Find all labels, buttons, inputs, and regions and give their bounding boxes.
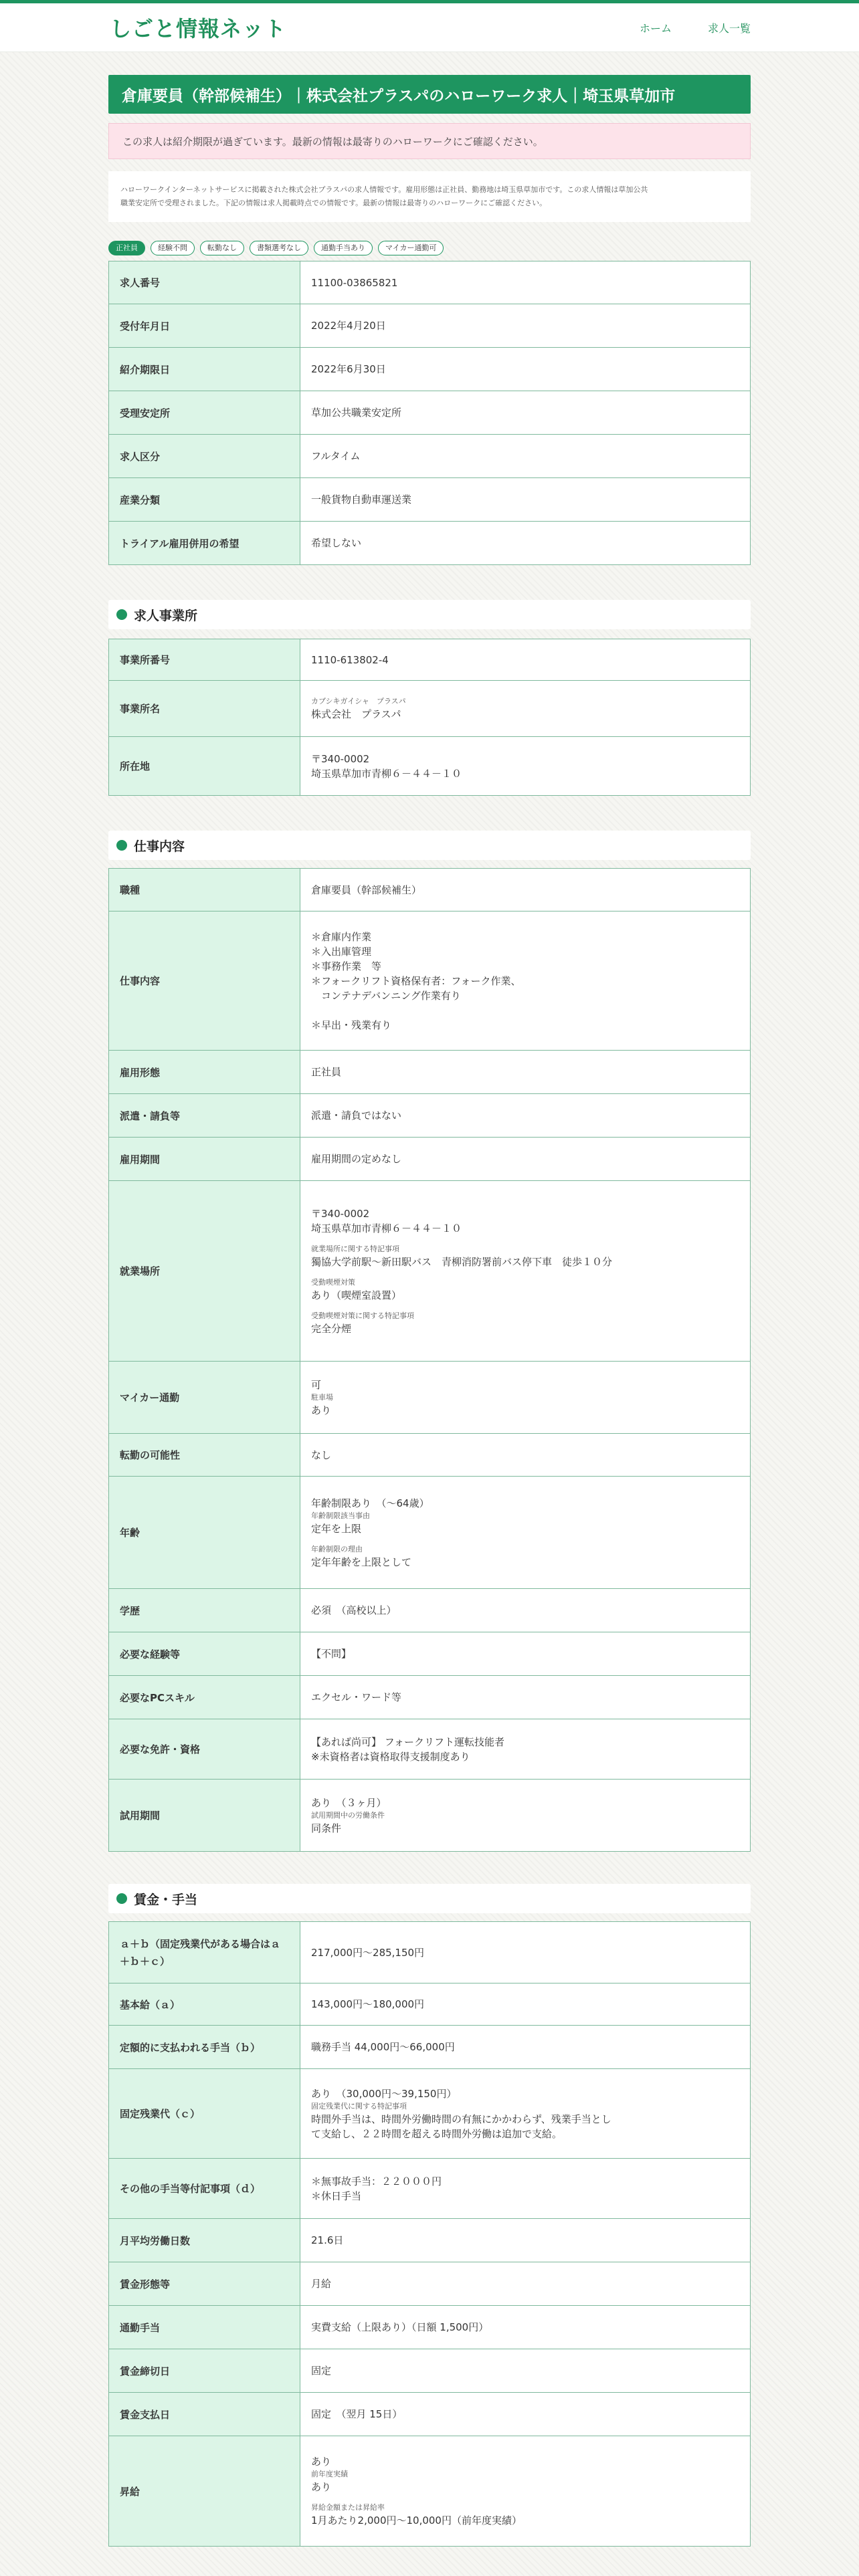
notice-line: 職業安定所で受理されました。下記の情報は求人掲載時点での情報です。最新の情報は最寄りのハローワークにご確認ください。 xyxy=(120,199,547,207)
row-label: 賃金締切日 xyxy=(109,2349,300,2393)
row-value: 143,000円～180,000円 xyxy=(300,1983,751,2026)
table-row xyxy=(109,2306,751,2349)
bullet-dot-icon xyxy=(116,1893,127,1904)
row-value: 正社員 xyxy=(300,1051,751,1094)
table-row xyxy=(109,1477,751,1589)
row-label: マイカー通勤 xyxy=(109,1362,300,1434)
row-label: 雇用期間 xyxy=(109,1138,300,1181)
wage-table xyxy=(108,1921,751,2547)
tag-no-document-screening: 書類選考なし xyxy=(250,241,308,255)
row-label: トライアル雇用併用の希望 xyxy=(109,522,300,565)
row-value: 21.6日 xyxy=(300,2219,751,2262)
office-name: 株式会社 プラスパ xyxy=(311,708,401,720)
row-value xyxy=(300,1181,751,1362)
table-row xyxy=(109,435,751,478)
row-value: 【不問】 xyxy=(300,1632,751,1676)
row-value: 2022年6月30日 xyxy=(300,348,751,391)
car-value: 可 xyxy=(311,1378,322,1391)
section-header-job xyxy=(108,831,751,860)
age-case: 定年を上限 xyxy=(311,1522,362,1535)
nav-job-list-link[interactable]: 求人一覧 xyxy=(707,21,751,35)
age-value: 年齢制限あり （～64歳） xyxy=(311,1497,430,1509)
smoke-note: 完全分煙 xyxy=(311,1322,352,1335)
row-value xyxy=(300,681,751,737)
place-note-label: 就業場所に関する特記事項 xyxy=(311,1244,399,1253)
row-label: 事業所番号 xyxy=(109,639,300,681)
row-value: ＊無事故手当：２２０００円 ＊休日手当 xyxy=(300,2159,751,2219)
place-address: 埼玉県草加市青柳６－４４－１０ xyxy=(311,1222,462,1235)
row-value: 月給 xyxy=(300,2262,751,2306)
bullet-dot-icon xyxy=(116,840,127,851)
table-row xyxy=(109,1780,751,1852)
office-postal: 〒340-0002 xyxy=(311,752,370,765)
row-value: 【あれば尚可】 フォークリフト運転技能者 ※未資格者は資格取得支援制度あり xyxy=(300,1719,751,1780)
table-row xyxy=(109,348,751,391)
table-row xyxy=(109,1983,751,2026)
row-label: 学歴 xyxy=(109,1589,300,1632)
site-logo[interactable]: しごと情報ネット xyxy=(110,16,287,41)
row-label: 事業所名 xyxy=(109,681,300,737)
overtime-note-label: 固定残業代に関する特記事項 xyxy=(311,2101,407,2111)
tag-full-time: 正社員 xyxy=(108,241,145,255)
row-value: 倉庫要員（幹部候補生） xyxy=(300,869,751,911)
smoke-value: あり（喫煙室設置） xyxy=(311,1289,402,1301)
table-row xyxy=(109,304,751,348)
row-value: フルタイム xyxy=(300,435,751,478)
table-row xyxy=(109,2349,751,2393)
row-label: 月平均労働日数 xyxy=(109,2219,300,2262)
page-title: 倉庫要員（幹部候補生）｜株式会社プラスパのハローワーク求人｜埼玉県草加市 xyxy=(108,75,751,114)
age-reason: 定年年齢を上限として xyxy=(311,1555,412,1568)
place-note: 獨協大学前駅～新田駅バス 青柳消防署前バス停下車 徒歩１０分 xyxy=(311,1255,613,1268)
row-value: ＊倉庫内作業 ＊入出庫管理 ＊事務作業 等 ＊フォークリフト資格保有者：フォーク作業、 コンテナデバンニング作業有り ＊早出・残業有り xyxy=(300,911,751,1051)
overtime-value: あり （30,000円～39,150円） xyxy=(311,2087,457,2100)
table-row xyxy=(109,522,751,565)
tag-car-commute: マイカー通勤可 xyxy=(378,241,444,255)
row-value: 固定 （翌月 15日） xyxy=(300,2393,751,2436)
row-label: 昇給 xyxy=(109,2436,300,2547)
nav-home-link[interactable]: ホーム xyxy=(639,21,672,35)
row-value xyxy=(300,2069,751,2159)
row-label: 固定残業代（ｃ） xyxy=(109,2069,300,2159)
table-row xyxy=(109,1922,751,1983)
table-row xyxy=(109,2219,751,2262)
site-header xyxy=(0,0,859,52)
table-row xyxy=(109,2069,751,2159)
raise-prev: あり xyxy=(311,2481,332,2493)
job-notice xyxy=(108,171,751,222)
office-name-kana: カブシキガイシャ プラスパ xyxy=(311,696,406,706)
row-label: 賃金形態等 xyxy=(109,2262,300,2306)
row-value xyxy=(300,737,751,796)
trial-cond: 同条件 xyxy=(311,1822,342,1834)
row-label: ａ＋ｂ（固定残業代がある場合はａ＋ｂ＋ｃ） xyxy=(109,1922,300,1983)
table-row xyxy=(109,869,751,911)
table-row xyxy=(109,911,751,1051)
row-value xyxy=(300,1362,751,1434)
row-label: 転勤の可能性 xyxy=(109,1434,300,1477)
row-label: 仕事内容 xyxy=(109,911,300,1051)
row-value: なし xyxy=(300,1434,751,1477)
main-content xyxy=(108,75,751,2547)
table-row xyxy=(109,1589,751,1632)
office-address: 埼玉県草加市青柳６－４４－１０ xyxy=(311,767,462,780)
table-row xyxy=(109,1719,751,1780)
table-row xyxy=(109,1094,751,1138)
row-label: 求人番号 xyxy=(109,261,300,304)
row-label: 受理安定所 xyxy=(109,391,300,435)
age-reason-label: 年齢制限の理由 xyxy=(311,1544,363,1553)
section-header-wage xyxy=(108,1884,751,1913)
main-nav xyxy=(640,20,751,35)
section-header-office xyxy=(108,600,751,629)
row-label: 必要な経験等 xyxy=(109,1632,300,1676)
row-value: 11100-03865821 xyxy=(300,261,751,304)
row-value: 固定 xyxy=(300,2349,751,2393)
row-label: 通勤手当 xyxy=(109,2306,300,2349)
trial-value: あり （３ヶ月） xyxy=(311,1796,387,1809)
bullet-dot-icon xyxy=(116,609,127,620)
row-value: 1110-613802-4 xyxy=(300,639,751,681)
row-value: エクセル・ワード等 xyxy=(300,1676,751,1719)
expired-alert: この求人は紹介期限が過ぎています。最新の情報は最寄りのハローワークにご確認ください。 xyxy=(108,123,751,159)
raise-prev-label: 前年度実績 xyxy=(311,2470,348,2478)
row-label: その他の手当等付記事項（ｄ） xyxy=(109,2159,300,2219)
table-row xyxy=(109,1676,751,1719)
tag-no-transfer: 転勤なし xyxy=(200,241,244,255)
table-row xyxy=(109,391,751,435)
basic-info-table xyxy=(108,261,751,565)
section-title: 仕事内容 xyxy=(134,839,185,854)
row-label: 受付年月日 xyxy=(109,304,300,348)
place-postal: 〒340-0002 xyxy=(311,1207,370,1220)
row-value: 217,000円～285,150円 xyxy=(300,1922,751,1983)
table-row xyxy=(109,2159,751,2219)
smoke-label: 受動喫煙対策 xyxy=(311,1277,355,1287)
row-value xyxy=(300,1477,751,1589)
overtime-note: 時間外手当は、時間外労働時間の有無にかかわらず、残業手当とし て支給し、２２時間を超える時間外労働は追加で支給。 xyxy=(311,2113,611,2140)
row-label: 派遣・請負等 xyxy=(109,1094,300,1138)
table-row xyxy=(109,1434,751,1477)
row-label: 賃金支払日 xyxy=(109,2393,300,2436)
table-row xyxy=(109,2393,751,2436)
row-value: 派遣・請負ではない xyxy=(300,1094,751,1138)
row-value: 実費支給（上限あり）（日額 1,500円） xyxy=(300,2306,751,2349)
table-row xyxy=(109,639,751,681)
row-value: 一般貨物自動車運送業 xyxy=(300,478,751,522)
trial-cond-label: 試用期間中の労働条件 xyxy=(311,1810,385,1820)
row-value: 職務手当 44,000円～66,000円 xyxy=(300,2026,751,2069)
row-value xyxy=(300,2436,751,2547)
table-row xyxy=(109,1362,751,1434)
row-value xyxy=(300,1780,751,1852)
table-row xyxy=(109,1181,751,1362)
section-title: 賃金・手当 xyxy=(134,1892,198,1907)
table-row xyxy=(109,2026,751,2069)
table-row xyxy=(109,1138,751,1181)
row-value: 雇用期間の定めなし xyxy=(300,1138,751,1181)
raise-amount: 1月あたり2,000円～10,000円（前年度実績） xyxy=(311,2514,522,2527)
section-title: 求人事業所 xyxy=(134,608,198,623)
tag-commute-allowance: 通勤手当あり xyxy=(314,241,373,255)
table-row xyxy=(109,2436,751,2547)
raise-value: あり xyxy=(311,2456,332,2468)
row-label: 試用期間 xyxy=(109,1780,300,1852)
row-value: 必須 （高校以上） xyxy=(300,1589,751,1632)
office-table xyxy=(108,639,751,796)
row-label: 所在地 xyxy=(109,737,300,796)
row-value: 草加公共職業安定所 xyxy=(300,391,751,435)
smoke-note-label: 受動喫煙対策に関する特記事項 xyxy=(311,1311,414,1320)
row-label: 年齢 xyxy=(109,1477,300,1589)
notice-line: ハローワークインターネットサービスに掲載された株式会社プラスパの求人情報です。雇用形態は正社員、勤務地は埼玉県草加市です。この求人情報は草加公共 xyxy=(120,185,648,194)
age-case-label: 年齢制限該当事由 xyxy=(311,1511,370,1520)
row-value: 希望しない xyxy=(300,522,751,565)
table-row xyxy=(109,478,751,522)
table-row xyxy=(109,261,751,304)
parking-value: あり xyxy=(311,1404,332,1416)
row-label: 求人区分 xyxy=(109,435,300,478)
row-value: 2022年4月20日 xyxy=(300,304,751,348)
row-label: 産業分類 xyxy=(109,478,300,522)
row-label: 就業場所 xyxy=(109,1181,300,1362)
table-row xyxy=(109,1632,751,1676)
row-label: 定額的に支払われる手当（ｂ） xyxy=(109,2026,300,2069)
row-label: 必要な免許・資格 xyxy=(109,1719,300,1780)
row-label: 必要なPCスキル xyxy=(109,1676,300,1719)
row-label: 紹介期限日 xyxy=(109,348,300,391)
row-label: 職種 xyxy=(109,869,300,911)
row-label: 雇用形態 xyxy=(109,1051,300,1094)
row-label: 基本給（ａ） xyxy=(109,1983,300,2026)
table-row xyxy=(109,1051,751,1094)
tag-no-experience: 経験不問 xyxy=(151,241,195,255)
table-row xyxy=(109,681,751,737)
raise-amount-label: 昇給金額または昇給率 xyxy=(311,2503,385,2512)
parking-label: 駐車場 xyxy=(311,1392,333,1402)
table-row xyxy=(109,737,751,796)
tag-list xyxy=(108,241,751,255)
job-table xyxy=(108,868,751,1852)
table-row xyxy=(109,2262,751,2306)
